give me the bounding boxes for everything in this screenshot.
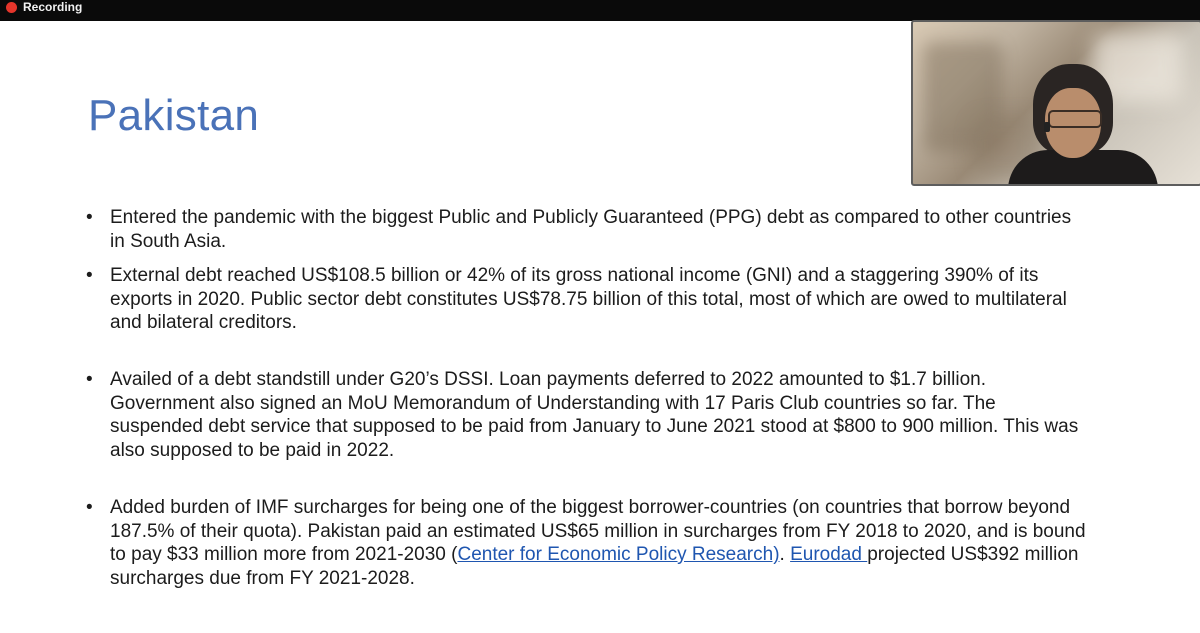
bullet-text-part: . bbox=[779, 544, 791, 565]
bullet-text-part: projected US$392 million surcharges due from FY 2021-2028. bbox=[110, 544, 1079, 589]
bullet-text bbox=[110, 496, 1086, 590]
participant-glasses bbox=[1048, 110, 1102, 128]
recording-bar bbox=[0, 0, 1200, 21]
participant-video[interactable] bbox=[911, 20, 1200, 186]
slide-title: Pakistan bbox=[88, 91, 260, 140]
eurodad-link[interactable]: Eurodad bbox=[790, 544, 868, 565]
bullet-icon: • bbox=[86, 369, 93, 390]
recording-dot-icon bbox=[6, 2, 17, 13]
bullet-icon: • bbox=[86, 207, 93, 228]
recording-label: Recording bbox=[23, 0, 83, 14]
recording-indicator[interactable] bbox=[6, 0, 82, 14]
bullet-item bbox=[86, 206, 1086, 253]
bullet-text: External debt reached US$108.5 billion or 42% of its gross national income (GNI) and a staggering 390% of its exports in 2020. Public sector debt constitutes US$78.75 billion of this total, most of which are owed to multilateral and bilateral creditors. bbox=[110, 265, 1067, 333]
bullet-icon: • bbox=[86, 265, 93, 286]
bullet-text-part: Added burden of IMF surcharges for being one of the biggest borrower-countries (on countries that borrow beyond 187.5% of their quota). Pakistan paid an estimated US$65 million in surcharges from FY 2018 to 2020, and is bound to pay $33 million more from 2021-2030 ( bbox=[110, 497, 1086, 565]
bullet-icon: • bbox=[86, 497, 93, 518]
bullet-item bbox=[86, 264, 1086, 335]
headset-mic-icon bbox=[1044, 122, 1050, 132]
bullet-text: Availed of a debt standstill under G20’s DSSI. Loan payments deferred to 2022 amounted to $1.7 billion. Government also signed an MoU Memorandum of Understanding with 17 Paris Club countries so far. The suspended debt service that supposed to be paid from January to June 2021 stood at $800 to 900 million. This was also supposed to be paid in 2022. bbox=[110, 369, 1079, 461]
cepr-link[interactable]: Center for Economic Policy Research) bbox=[457, 544, 780, 565]
bullet-item bbox=[86, 368, 1086, 462]
bullet-text: Entered the pandemic with the biggest Public and Publicly Guaranteed (PPG) debt as compared to other countries in South Asia. bbox=[110, 207, 1072, 252]
bullet-item bbox=[86, 496, 1086, 590]
